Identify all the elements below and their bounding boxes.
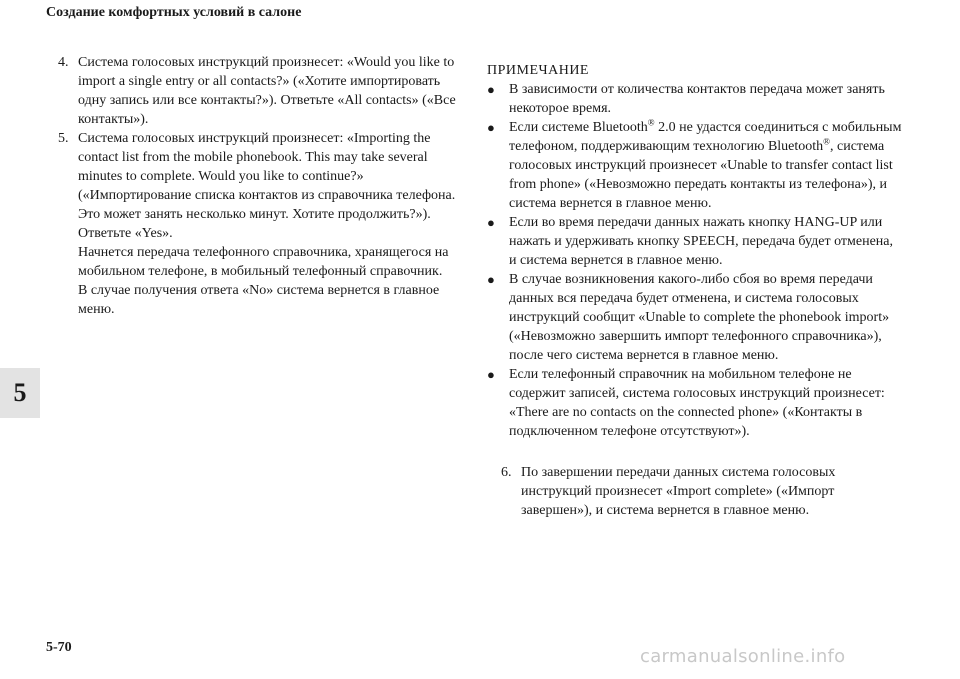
step-number: 4. — [58, 55, 69, 70]
note-bullet-text: В зависимости от количества контактов передача может занять некоторое время. — [509, 82, 885, 116]
note-heading: ПРИМЕЧАНИЕ — [487, 63, 589, 78]
right-column — [483, 61, 903, 520]
chapter-tab: 5 — [0, 368, 40, 418]
step-number: 6. — [501, 465, 512, 480]
note-bullet-item — [483, 118, 903, 213]
step-text: Система голосовых инструкций произнесет: «Importing the contact list from the mobile phonebook. This may take several minutes to complete. Would you like to continue?» («Импортирование списка контактов из справочника телефона. Это может занять несколько минут. Хотите продолжить?»). Ответьте «Yes». — [78, 131, 456, 241]
bullet-icon: ● — [487, 272, 495, 287]
step-5 — [58, 129, 458, 319]
registered-mark: ® — [647, 117, 655, 128]
note-bullet-text — [509, 118, 903, 213]
note-bullet-item — [483, 270, 903, 365]
step-text: Система голосовых инструкций произнесет: «Would you like to import a single entry or all contacts?» («Хотите импортировать одну запись или все контакты?»). Ответьте «All contacts» («Все контакты»). — [78, 55, 456, 127]
step-6 — [483, 463, 903, 520]
step-body — [78, 53, 458, 129]
step-text: По завершении передачи данных система голосовых инструкций произнесет «Import complete» («Импорт завершен»), и система вернется в главное меню. — [521, 465, 836, 518]
step-text-no-answer: В случае получения ответа «No» система вернется в главное меню. — [78, 283, 440, 317]
note-text-part: , система голосовых инструкций произнесет «Unable to transfer contact list from phone» («Невозможно передать контакты из телефона»), и система вернется в главное меню. — [509, 139, 893, 211]
bullet-icon: ● — [487, 215, 495, 230]
step-4 — [58, 53, 458, 129]
page-header-title: Создание комфортных условий в салоне — [46, 5, 302, 20]
note-text-part: Если системе Bluetooth — [509, 120, 648, 135]
registered-mark: ® — [823, 136, 831, 147]
note-bullet-item — [483, 365, 903, 441]
step-text-transfer: Начнется передача телефонного справочника, хранящегося на мобильном телефоне, в мобильный телефонный справочник. — [78, 245, 449, 279]
step-body — [521, 463, 903, 520]
bullet-icon: ● — [487, 82, 495, 97]
note-bullet-item — [483, 80, 903, 118]
note-bullet-text: В случае возникновения какого-либо сбоя во время передачи данных вся передача будет отменена, и система голосовых инструкций сообщит «Unable to complete the phonebook import» («Невозможно завершить импорт телефонного справочника»), после чего система вернется в главное меню. — [509, 272, 890, 363]
left-column — [58, 53, 458, 319]
watermark: carmanualsonline.info — [640, 646, 846, 667]
note-text-part: 2.0 не удастся соединиться с мобильным телефоном, поддерживающим технологию Bluetooth — [509, 120, 902, 154]
note-bullet-item — [483, 213, 903, 270]
step-number: 5. — [58, 131, 69, 146]
page-number: 5-70 — [46, 640, 72, 655]
note-bullet-text: Если телефонный справочник на мобильном телефоне не содержит записей, система голосовых инструкций произнесет: «There are no contacts on the connected phone» («Контакты в подключенном телефоне отсутствуют»). — [509, 367, 885, 439]
step-body — [78, 129, 458, 319]
note-bullet-text: Если во время передачи данных нажать кнопку HANG-UP или нажать и удерживать кнопку SPEECH, передача будет отменена, и система вернется в главное меню. — [509, 215, 893, 268]
bullet-icon: ● — [487, 367, 495, 382]
bullet-icon: ● — [487, 120, 495, 135]
